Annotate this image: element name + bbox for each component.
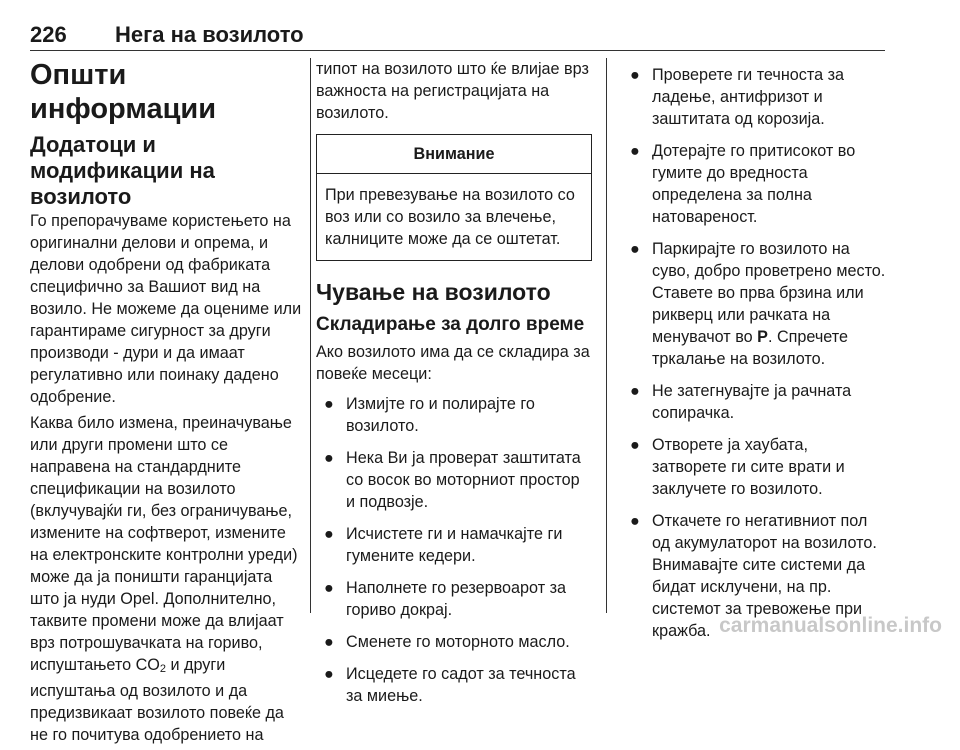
paragraph: Го препорачуваме користењето на оригинални делови и опрема, и делови одобрени од фабриката специфично за Вашиот вид на возило. Не можеме да оцениме или гарантираме сигурност за други производи - дури и да имаат регулативно или поинаку дадено одобрение. <box>30 212 302 406</box>
subsection-title: Додатоци и модификации на возилото <box>30 132 215 209</box>
page-header <box>30 22 885 52</box>
list-item: ● Проверете ги течноста за ладење, антифризот и заштитата од корозија. <box>630 66 845 128</box>
subscript: 2 <box>159 663 166 675</box>
bullet-icon: ● <box>324 395 334 413</box>
column-2 <box>316 58 592 717</box>
section-title: Општи информации <box>30 59 217 125</box>
paragraph: Ако возилото има да се складира за повеќе месеци: <box>316 343 590 383</box>
list-item: ● Не затегнувајте ја рачната сопирачка. <box>630 382 852 422</box>
column-1 <box>30 58 302 750</box>
bullet-list <box>622 64 886 642</box>
list-item: ● Сменете го моторното масло. <box>324 633 570 651</box>
bullet-icon: ● <box>630 66 640 84</box>
list-item: ● Измијте го и полирајте го возилото. <box>324 395 535 435</box>
paragraph: Каква било измена, преиначување или други промени што се направена на стандардните спецификации на возилото (вклучувајќи ги, без ограничување, измените на софтверот, измените на електронските контролни уреди) може да ја поништи гаранцијата што ја нуди Opel. Дополнително, таквите промени може да влијаат врз потрошувачката на гориво, испуштањето CO2 и други испуштања од возилото и да предизвикаат возилото повеќе да не го почитува одобрението на <box>30 414 298 744</box>
list-item: ● Исцедете го садот за течноста за миење. <box>324 665 576 705</box>
list-item: ● Паркирајте го возилото на суво, добро проветрено место. Ставете во прва брзина или рикверц или рачката на менувачот во P. Спречете тркалање на возилото. <box>630 240 886 368</box>
watermark: carmanualsonline.info <box>719 614 942 637</box>
bullet-list <box>316 393 592 707</box>
list-item: ● Исчистете ги и намачкајте ги гумените кедери. <box>324 525 563 565</box>
bullet-icon: ● <box>324 665 334 683</box>
bullet-icon: ● <box>630 240 640 258</box>
chapter-title: Нега на возилото <box>115 22 304 47</box>
column-3 <box>622 64 886 652</box>
bullet-icon: ● <box>630 382 640 400</box>
bullet-icon: ● <box>324 449 334 467</box>
column-divider <box>606 58 607 613</box>
bullet-icon: ● <box>324 633 334 651</box>
warning-body: При превезување на возилото со воз или со возило за влечење, калниците може да се оштетат. <box>325 186 575 248</box>
warning-title: Внимание <box>317 135 591 174</box>
bullet-icon: ● <box>630 436 640 454</box>
section-title: Чување на возилото <box>316 279 551 305</box>
header-rule <box>30 50 885 51</box>
subsection-title: Складирање за долго време <box>316 314 585 335</box>
list-item: ● Откачете го негативниот пол од акумулаторот на возилото. Внимавајте сите системи да бидат исклучени, на пр. системот за тревожење при кражба. <box>630 512 877 640</box>
paragraph: типот на возилото што ќе влијае врз важноста на регистрацијата на возилото. <box>316 60 589 122</box>
list-item: ● Нека Ви ја проверат заштитата со восок во моторниот простор и подвозје. <box>324 449 581 511</box>
bullet-icon: ● <box>324 525 334 543</box>
gear-position: P <box>757 328 768 346</box>
bullet-icon: ● <box>324 579 334 597</box>
column-divider <box>310 58 311 613</box>
warning-box <box>316 134 592 261</box>
list-item: ● Отворете ја хаубата, затворете ги сите врати и заклучете го возилото. <box>630 436 845 498</box>
bullet-icon: ● <box>630 142 640 160</box>
list-item: ● Дотерајте го притисокот во гумите до вредноста определена за полна натовареност. <box>630 142 856 226</box>
bullet-icon: ● <box>630 512 640 530</box>
page-number: 226 <box>30 22 67 47</box>
list-item: ● Наполнете го резервоарот за гориво докрај. <box>324 579 567 619</box>
